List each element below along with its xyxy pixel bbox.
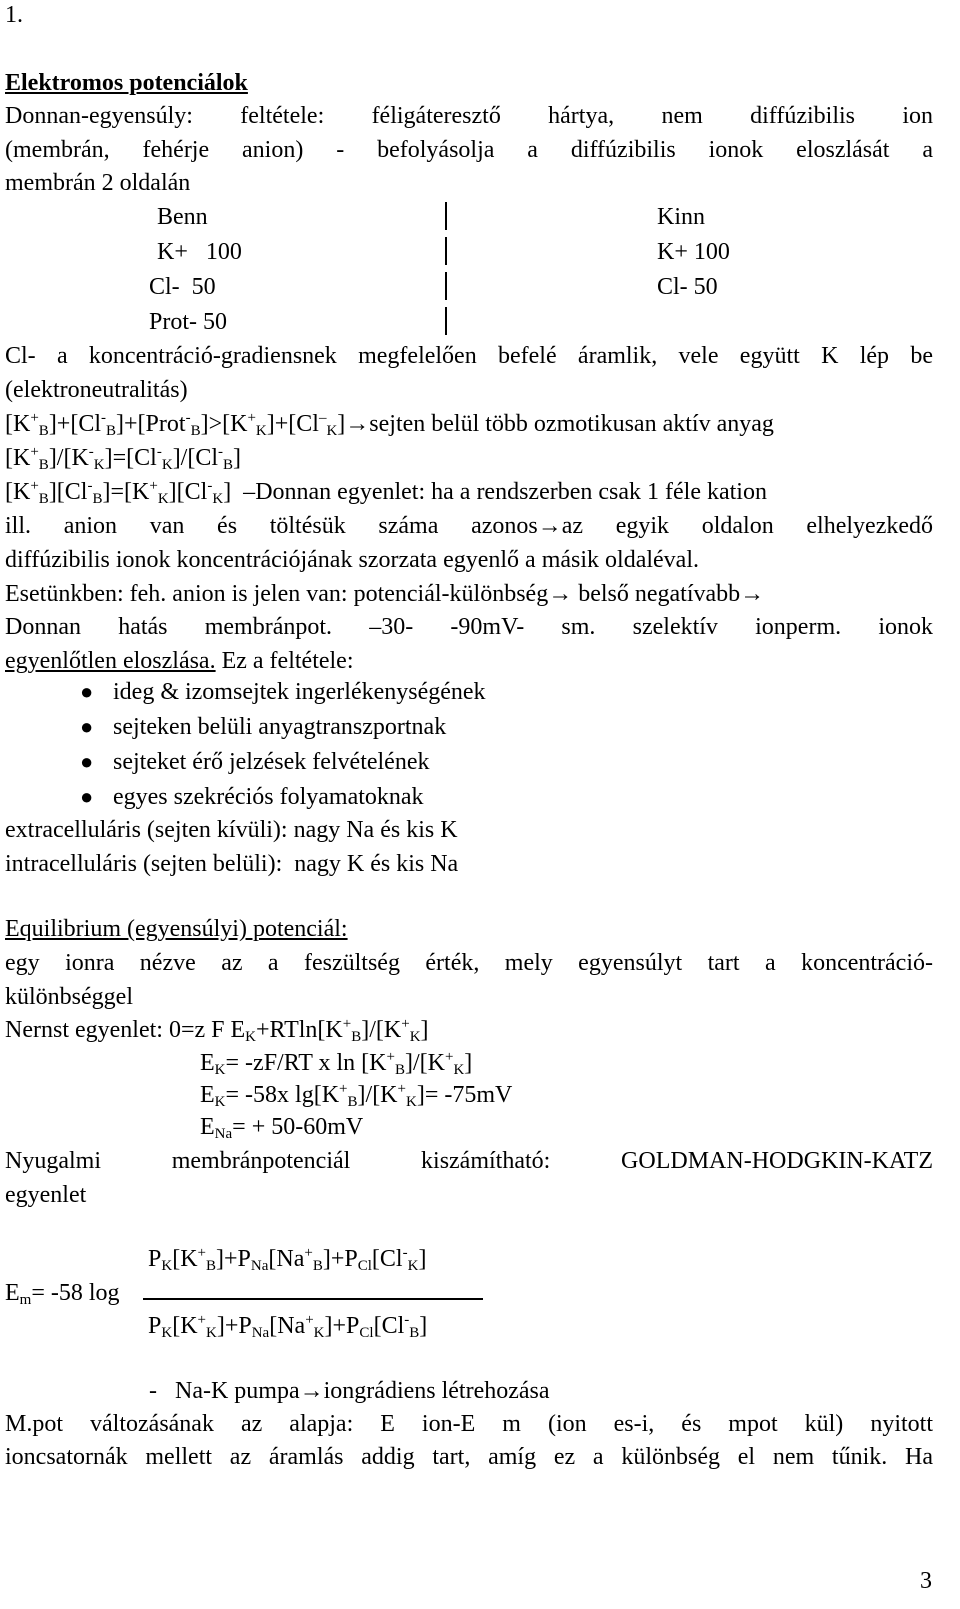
para1-line2: (membrán, fehérje anion) - befolyásolja a diffúzibilis ionok eloszlását a: [5, 137, 933, 163]
inequality-equation: $[K^+_B]+[Cl^-_B]+[Prot^-_B]>[K^+_K]+[Cl^-_K]\to sejten$ belül több ozmotikusan aktív anyag: [5, 410, 774, 439]
table-right-row: K+ 100: [657, 239, 730, 265]
goldman-line2: egyenlet: [5, 1182, 87, 1208]
heading-equilibrium: Equilibrium (egyensúlyi) potenciál:: [5, 916, 348, 942]
table-divider: [445, 202, 447, 230]
para3-text: Esetünkben: feh. anion is jelen van: potenciál-különbség: [5, 581, 549, 607]
pump-line: [149, 1376, 550, 1406]
bullet-item: egyes szekréciós folyamatoknak: [113, 784, 424, 810]
para2-line1: Cl- a koncentráció-gradiensnek megfelelően befelé áramlik, vele együtt K lép be: [5, 343, 933, 369]
ek-text: = -58x lg[K: [225, 1082, 340, 1108]
heading-electric-potentials: Elektromos potenciálok: [5, 70, 248, 96]
section-number: 1.: [5, 2, 23, 28]
bullet-icon: ●: [80, 679, 94, 704]
para3-text: Ez a feltétele:: [215, 648, 354, 674]
arrow-icon: →: [548, 581, 573, 607]
para3-text: az egyik oldalon elhelyezkedő: [561, 513, 933, 539]
table-left-header: Benn: [157, 204, 208, 230]
arrow-icon: →: [299, 1378, 324, 1404]
pump-text: iongrádiens létrehozása: [323, 1378, 550, 1404]
ek-text: = -zF/RT x ln [K: [225, 1050, 387, 1076]
table-divider: [445, 307, 447, 335]
para3-line4: Donnan hatás membránpot. –30- -90mV- sm. szelektív ionperm. ionok: [5, 614, 933, 640]
final-line1: M.pot változásának az alapja: E ion-E m (ion es-i, és mpot kül) nyitott: [5, 1411, 933, 1437]
para3-line3: [5, 579, 764, 609]
para1-line3: membrán 2 oldalán: [5, 170, 191, 196]
bullet-item: ideg & izomsejtek ingerlékenységének: [113, 679, 486, 705]
ek-equation-1: $E_K= -zF/RT$ x $\ln [K^+_B]/[K^+_K]$: [200, 1049, 473, 1078]
goldman-numerator: $P_K[K^+_B]+P_{Na}[Na^+_B]+P_{Cl}[Cl^-_K]$: [148, 1245, 427, 1274]
arrow-icon: →: [345, 411, 370, 437]
table-divider: [445, 237, 447, 265]
ena-label: E: [200, 1114, 215, 1140]
table-left-row: Cl- 50: [149, 274, 216, 300]
bullet-icon: ●: [80, 749, 94, 774]
table-left-row: Prot- 50: [149, 309, 227, 335]
para3-line1: [5, 511, 933, 541]
donnan-text: Donnan egyenlet: ha a rendszerben csak 1 féle kation: [255, 479, 767, 505]
ratio-equation: $[K^+_B]/[K^-_K]=[Cl^-_K]/[Cl^-_B]$: [5, 444, 242, 473]
para3-line5: [5, 646, 354, 676]
table-right-row: Cl- 50: [657, 274, 718, 300]
table-divider: [445, 272, 447, 300]
donnan-equation: $[K^+_B][Cl^-_B]=[K^+_K][Cl^-_K]$ –Donnan egyenlet: ha a rendszerben csak 1 féle kation: [5, 478, 767, 507]
ek-equation-2: $E_K= -58x$ $\lg[K^+_B]/[K^+_K]= -75mV$: [200, 1081, 513, 1110]
em-text: = -58 log: [31, 1280, 120, 1306]
inequality-text: sejten belül több ozmotikusan aktív anyag: [369, 411, 774, 437]
final-line2: ioncsatornák mellett az áramlás addig tart, amíg ez a különbség el nem tűnik. Ha: [5, 1444, 933, 1470]
table-left-row: K+ 100: [157, 239, 242, 265]
page-number: 3: [920, 1568, 932, 1594]
para4-line1: egy ionra nézve az a feszültség érték, mely egyensúlyt tart a koncentráció-: [5, 950, 933, 976]
underlined-text: egyenlőtlen eloszlása.: [5, 648, 216, 674]
para3-line2: diffúzibilis ionok koncentrációjának szorzata egyenlő a másik oldaléval.: [5, 547, 699, 573]
intracellular-line: intracelluláris (sejten belüli): nagy K és kis Na: [5, 851, 459, 877]
pump-text: - Na-K pumpa: [149, 1378, 300, 1404]
bullet-item: sejteket érő jelzések felvételének: [113, 749, 430, 775]
em-symbol: E: [5, 1280, 20, 1306]
bullet-icon: ●: [80, 784, 94, 809]
extracellular-line: extracelluláris (sejten kívüli): nagy Na és kis K: [5, 817, 458, 843]
fraction-bar: [143, 1298, 483, 1300]
bullet-icon: ●: [80, 714, 94, 739]
bullet-item: sejteken belüli anyagtranszportnak: [113, 714, 447, 740]
para4-line2: különbséggel: [5, 984, 133, 1010]
nernst-label: Nernst egyenlet: 0=z F E: [5, 1017, 246, 1043]
ena-equation: $E_{Na}= + 50-60mV$: [200, 1114, 364, 1142]
em-label: $E_m= -58$ log: [5, 1280, 120, 1308]
goldman-denominator: $P_K[K^+_K]+P_{Na}[Na^+_K]+P_{Cl}[Cl^-_B]$: [148, 1312, 428, 1341]
ek-result: = -75mV: [424, 1082, 513, 1108]
para3-text: ill. anion van és töltésük száma azonos: [5, 513, 538, 539]
para3-text: belső negatívabb: [572, 581, 741, 607]
goldman-line1: Nyugalmi membránpotenciál kiszámítható: GOLDMAN-HODGKIN-KATZ: [5, 1148, 933, 1174]
arrow-icon: →: [537, 513, 562, 539]
ena-value: = + 50-60mV: [232, 1114, 364, 1140]
nernst-equation: Nernst egyenlet: 0=z F $E_K+RTln[K^+_B]/[K^+_K]$: [5, 1016, 429, 1045]
arrow-icon: →: [740, 581, 765, 607]
para2-line2: (elektroneutralitás): [5, 377, 188, 403]
table-right-header: Kinn: [657, 204, 705, 230]
para1-line1: Donnan-egyensúly: feltétele: féligáteresztő hártya, nem diffúzibilis ion: [5, 103, 933, 129]
